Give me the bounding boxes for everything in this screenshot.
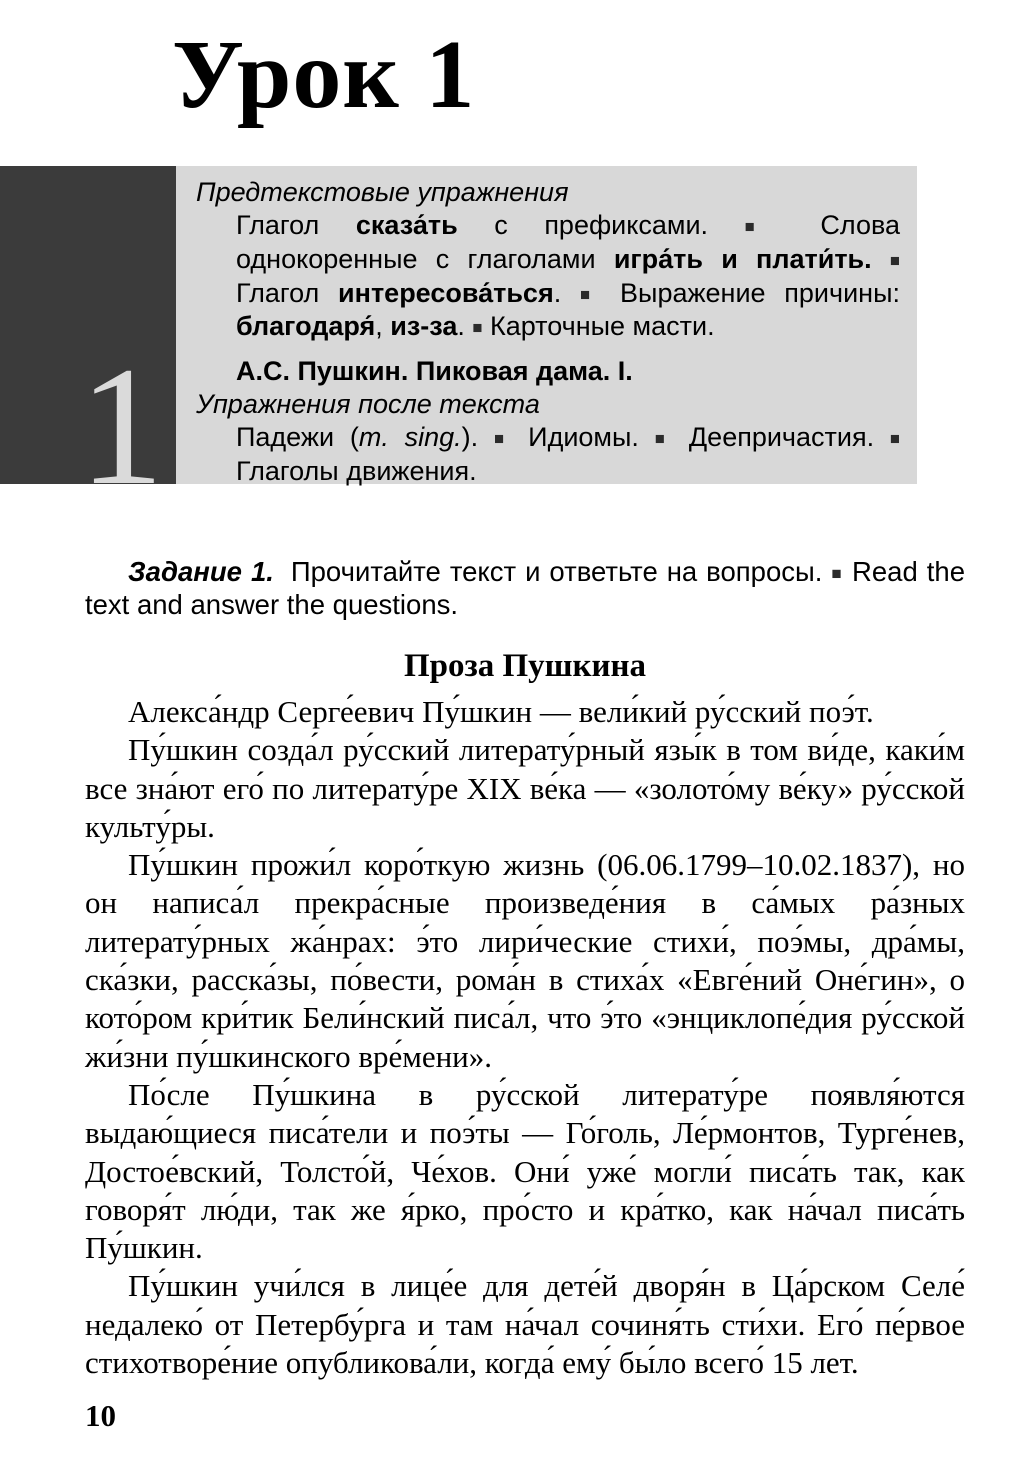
text-segment: Падежи (: [236, 422, 359, 453]
lesson-summary-panel: [176, 166, 917, 487]
square-bullet-icon: ■: [831, 563, 844, 583]
text-segment: [872, 244, 890, 274]
square-bullet-icon: ■: [493, 429, 513, 449]
text-segment: Read the text and answer the questions.: [85, 556, 965, 621]
text-segment: с префиксами.: [457, 210, 745, 240]
text-segment: сказа́ть: [355, 210, 458, 240]
text-segment: Задание 1.: [128, 556, 274, 587]
text-segment: .: [553, 277, 580, 308]
body-paragraph: Пу́шкин учи́лся в лице́е для дете́й дворя́н в Ца́рском Селе́ недалеко́ от Петербу́рга и там на́чал сочиня́ть сти́хи. Его́ пе́рвое стихотворе́ние опубликова́ли, когда́ ему́ бы́ло всего́ 15 лет.: [85, 1268, 965, 1381]
square-bullet-icon: ■: [889, 429, 900, 449]
body-paragraph: Пу́шкин созда́л ру́сский литерату́рный язы́к в том ви́де, каки́м все зна́ют его́ по литерату́ре XIX ве́ка — «золото́му ве́ку» ру́сской культу́ры.: [85, 732, 965, 844]
text-segment: Идиомы.: [512, 422, 655, 453]
body-paragraph: Алекса́ндр Серге́евич Пу́шкин — вели́кий ру́сский поэ́т.: [128, 694, 874, 729]
text-segment: ).: [461, 422, 494, 453]
text-segment: Слова однокоренные с глаголами: [236, 210, 901, 274]
square-bullet-icon: ■: [654, 429, 674, 449]
text-segment: .: [457, 311, 473, 342]
text-segment: из-за: [390, 311, 458, 342]
text-segment: Глагол: [236, 210, 356, 240]
square-bullet-icon: ■: [744, 216, 784, 236]
pretext-items: [236, 209, 900, 344]
page-number: 10: [85, 1398, 116, 1433]
body-paragraph: По́сле Пу́шкина в ру́сской литерату́ре появля́ются выдаю́щиеся писа́тели и поэ́ты — Го́голь, Ле́рмонтов, Турге́нев, Достое́вский, Толсто́й, Че́хов. Они́ уже́ могли́ писа́ть так, как говоря́т лю́ди, так же я́рко, про́сто и кра́тко, как на́чал писа́ть Пу́шкин.: [85, 1076, 965, 1266]
square-bullet-icon: ■: [472, 318, 483, 338]
lesson-title: Урок 1: [172, 21, 476, 129]
article-title: Проза Пушкина: [403, 648, 647, 684]
task-instruction: [85, 556, 965, 621]
text-segment: Глагол: [236, 277, 339, 308]
text-segment: благодаря́: [236, 311, 376, 342]
text-segment: Деепричастия.: [673, 422, 890, 453]
square-bullet-icon: ■: [889, 250, 900, 270]
square-bullet-icon: ■: [579, 284, 602, 304]
text-segment: Прочитайте текст и ответьте на вопросы.: [281, 556, 832, 587]
pretext-heading: Предтекстовые упражнения: [196, 177, 569, 207]
text-segment: ,: [375, 311, 391, 342]
text-segment: Выражение причины:: [601, 277, 900, 308]
text-segment: m. sing.: [358, 422, 462, 453]
body-paragraph: Пу́шкин прожи́л коро́ткую жизнь (06.06.1799–10.02.1837), но он написа́л прекра́сные произведе́ния в са́мых ра́зных литерату́рных жа́нрах: э́то лири́ческие стихи́, поэ́мы, дра́мы, ска́зки, расска́зы, по́вести, рома́н в стиха́х «Евге́ний Оне́гин», о кото́ром кри́тик Бели́нский писа́л, что э́то «энциклопе́дия ру́сской жи́зни пу́шкинского вре́мени».: [85, 847, 965, 1074]
text-segment: интересова́ться: [338, 277, 554, 308]
lesson-number: 1: [79, 332, 164, 484]
text-segment: игра́ть и плати́ть.: [613, 243, 872, 274]
lesson-header-box: [0, 166, 917, 487]
text-segment: Карточные масти.: [482, 311, 715, 342]
posttext-heading: Упражнения после текста: [196, 389, 540, 420]
text-segment: Глаголы движения.: [236, 456, 477, 487]
article-body: [85, 693, 965, 1382]
posttext-items: [236, 421, 900, 488]
lesson-number-panel: [0, 166, 176, 484]
reading-title: А.С. Пушкин. Пиковая дама. I.: [236, 356, 633, 387]
